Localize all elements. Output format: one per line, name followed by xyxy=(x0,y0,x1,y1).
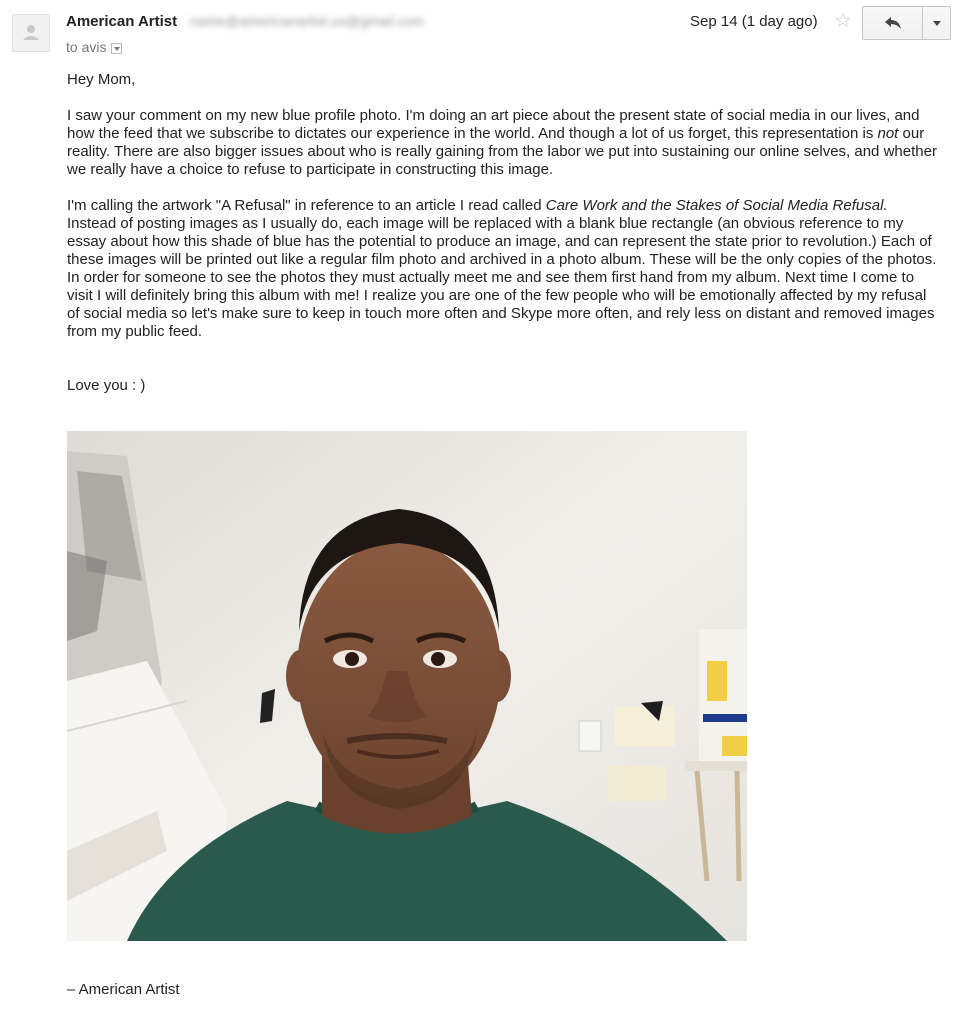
sender-name[interactable]: American Artist xyxy=(66,13,178,30)
avatar-placeholder-icon xyxy=(13,15,49,51)
caret-down-icon xyxy=(933,21,941,26)
reply-button[interactable] xyxy=(863,7,923,39)
signature: – American Artist xyxy=(67,981,180,998)
selfie-image xyxy=(67,431,747,941)
sender-avatar[interactable] xyxy=(12,14,50,52)
recipient-label: to avis xyxy=(66,39,107,55)
paragraph-1 xyxy=(67,107,937,179)
paragraph-2 xyxy=(67,197,937,341)
message-date[interactable]: Sep 14 (1 day ago) xyxy=(690,13,818,30)
more-actions-button[interactable] xyxy=(923,7,950,39)
sender-email: name@americanartist.us@gmail.com xyxy=(190,13,424,29)
paragraph-2-text-start: I'm calling the artwork "A Refusal" in reference to an article I read called xyxy=(67,197,546,214)
paragraph-1-text-start: I saw your comment on my new blue profile photo. I'm doing an art piece about the present state of social media in our lives, and how the feed that we subscribe to dictates our experience in the world. And though a lot of us forget, this representation is xyxy=(67,107,920,142)
greeting: Hey Mom, xyxy=(67,71,136,88)
attached-selfie-photo[interactable] xyxy=(67,431,747,941)
closing-line: Love you : ) xyxy=(67,377,146,394)
star-icon[interactable]: ☆ xyxy=(834,10,852,32)
paragraph-2-text-end: Instead of posting images as I usually do, each image will be replaced with a blank blue rectangle (an obvious reference to my essay about how this shade of blue has the potential to produce an image, and can represent the state prior to revolution.) Each of these images will be printed out like a regular film photo and archived in a photo album. These will be the only copies of the photos. In order for someone to see the photos they must actually meet me and see them first hand from my album. Next time I come to visit I will definitely bring this album with me! I realize you are one of the few people who will be emotionally affected by my refusal of social media so let's make sure to keep in touch more often and Skype more often, and rely less on distant and removed images from my public feed. xyxy=(67,215,937,340)
paragraph-1-emphasis: not xyxy=(877,125,899,142)
reply-button-group xyxy=(862,6,951,40)
recipient-line xyxy=(66,39,122,55)
article-title: Care Work and the Stakes of Social Media Refusal. xyxy=(545,197,888,214)
paragraph-1-text-end: our reality. There are also bigger issues about who is really gaining from the labor we put into sustaining our online selves, and whether we really have a choice to refuse to participate in constructing this image. xyxy=(67,125,937,178)
show-details-dropdown[interactable] xyxy=(111,43,122,54)
reply-arrow-icon xyxy=(884,16,902,30)
